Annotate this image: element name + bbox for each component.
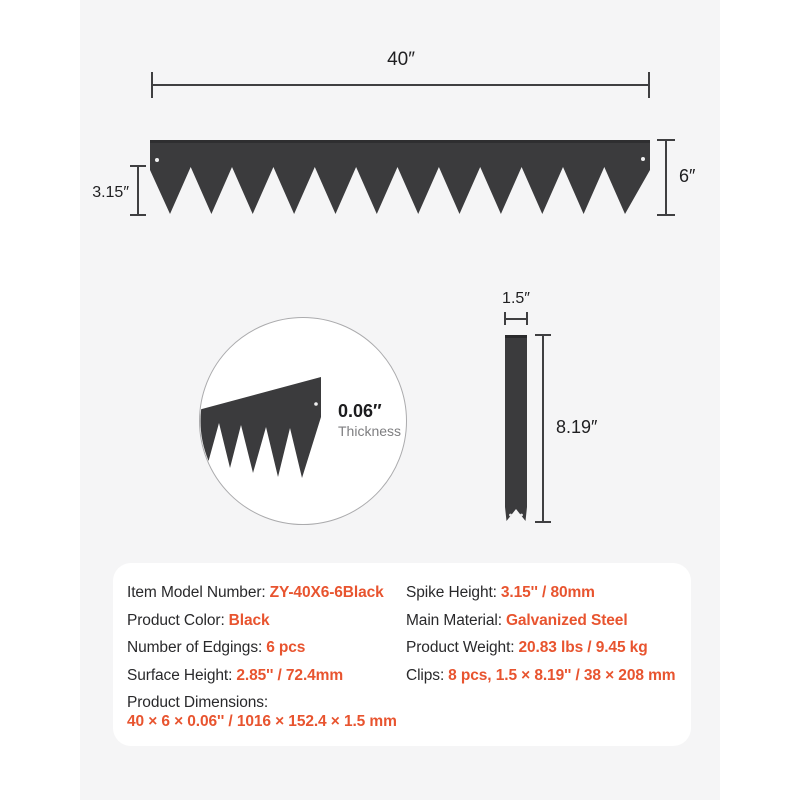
spec-value: 6 pcs bbox=[266, 639, 306, 656]
edging-hole-left bbox=[155, 158, 159, 162]
edging-panel-shape bbox=[150, 140, 650, 214]
spec-row-surface-height bbox=[127, 666, 406, 685]
spec-label: Spike Height: bbox=[406, 584, 497, 601]
spec-row-number-of-edgings bbox=[127, 638, 406, 657]
edging-top-edge-highlight bbox=[150, 140, 650, 143]
width-dimension-line bbox=[152, 84, 649, 86]
spec-value: ZY-40X6-6Black bbox=[269, 584, 384, 601]
spec-label: Clips: bbox=[406, 666, 445, 684]
spike-height-label: 3.15″ bbox=[92, 184, 129, 201]
spec-label: Product Color: bbox=[127, 611, 225, 629]
clip-shape bbox=[505, 335, 527, 521]
spec-row-product-color bbox=[127, 611, 406, 630]
spec-value: 2.85'' / 72.4mm bbox=[236, 666, 344, 684]
spec-value: Black bbox=[228, 611, 270, 629]
clip-hole-left bbox=[509, 514, 512, 517]
edging-width-label: 40″ bbox=[387, 49, 415, 70]
thickness-value: 0.06″ bbox=[338, 401, 382, 421]
clip-hole-right bbox=[520, 514, 523, 517]
clip-illustration bbox=[505, 335, 527, 523]
spec-card bbox=[113, 563, 691, 746]
total-height-dimension-line bbox=[665, 140, 667, 216]
spec-row-main-material bbox=[406, 611, 691, 630]
clip-width-tick-left bbox=[504, 312, 506, 325]
corner-hole bbox=[314, 402, 318, 406]
total-height-cap-bottom bbox=[657, 214, 675, 216]
width-dimension-tick-left bbox=[151, 72, 153, 98]
clip-height-cap-bottom bbox=[535, 521, 551, 523]
edging-hole-right bbox=[641, 157, 645, 161]
total-height-cap-top bbox=[657, 139, 675, 141]
spec-value: Galvanized Steel bbox=[505, 611, 628, 629]
total-height-label: 6″ bbox=[679, 166, 696, 186]
spec-column-left bbox=[127, 583, 406, 746]
spec-value: 8 pcs, 1.5 × 8.19'' / 38 × 208 mm bbox=[448, 666, 676, 684]
spec-value: 3.15'' / 80mm bbox=[500, 584, 595, 601]
spec-label: Product Weight: bbox=[406, 639, 515, 656]
spec-row-product-dimensions bbox=[127, 693, 406, 731]
spec-row-product-weight bbox=[406, 638, 691, 657]
spike-height-cap-bottom bbox=[130, 214, 146, 216]
spec-label: Item Model Number: bbox=[127, 584, 266, 601]
spec-label: Surface Height: bbox=[127, 666, 233, 684]
clip-height-label: 8.19″ bbox=[556, 417, 598, 437]
edging-panel-illustration bbox=[150, 140, 650, 216]
spec-label: Product Dimensions: bbox=[127, 694, 269, 711]
width-dimension-tick-right bbox=[648, 72, 650, 98]
spec-value: 20.83 lbs / 9.45 kg bbox=[518, 639, 648, 656]
spec-column-right bbox=[406, 583, 691, 746]
spec-row-clips bbox=[406, 666, 691, 685]
thickness-caption: Thickness bbox=[338, 423, 402, 439]
edging-corner-shape bbox=[199, 377, 321, 478]
clip-height-cap-top bbox=[535, 334, 551, 336]
spec-row-spike-height bbox=[406, 583, 691, 602]
spike-height-dimension-line bbox=[137, 166, 139, 216]
clip-width-label: 1.5″ bbox=[502, 290, 530, 307]
spec-row-model-number bbox=[127, 583, 406, 602]
spec-value: 40 × 6 × 0.06'' / 1016 × 152.4 × 1.5 mm bbox=[127, 713, 397, 730]
clip-top-edge bbox=[505, 335, 527, 338]
clip-width-tick-right bbox=[526, 312, 528, 325]
spec-label: Number of Edgings: bbox=[127, 639, 263, 656]
spike-height-cap-top bbox=[130, 165, 146, 167]
spec-label: Main Material: bbox=[406, 611, 502, 629]
clip-width-dimension-line bbox=[505, 318, 527, 320]
clip-height-dimension-line bbox=[542, 335, 544, 522]
